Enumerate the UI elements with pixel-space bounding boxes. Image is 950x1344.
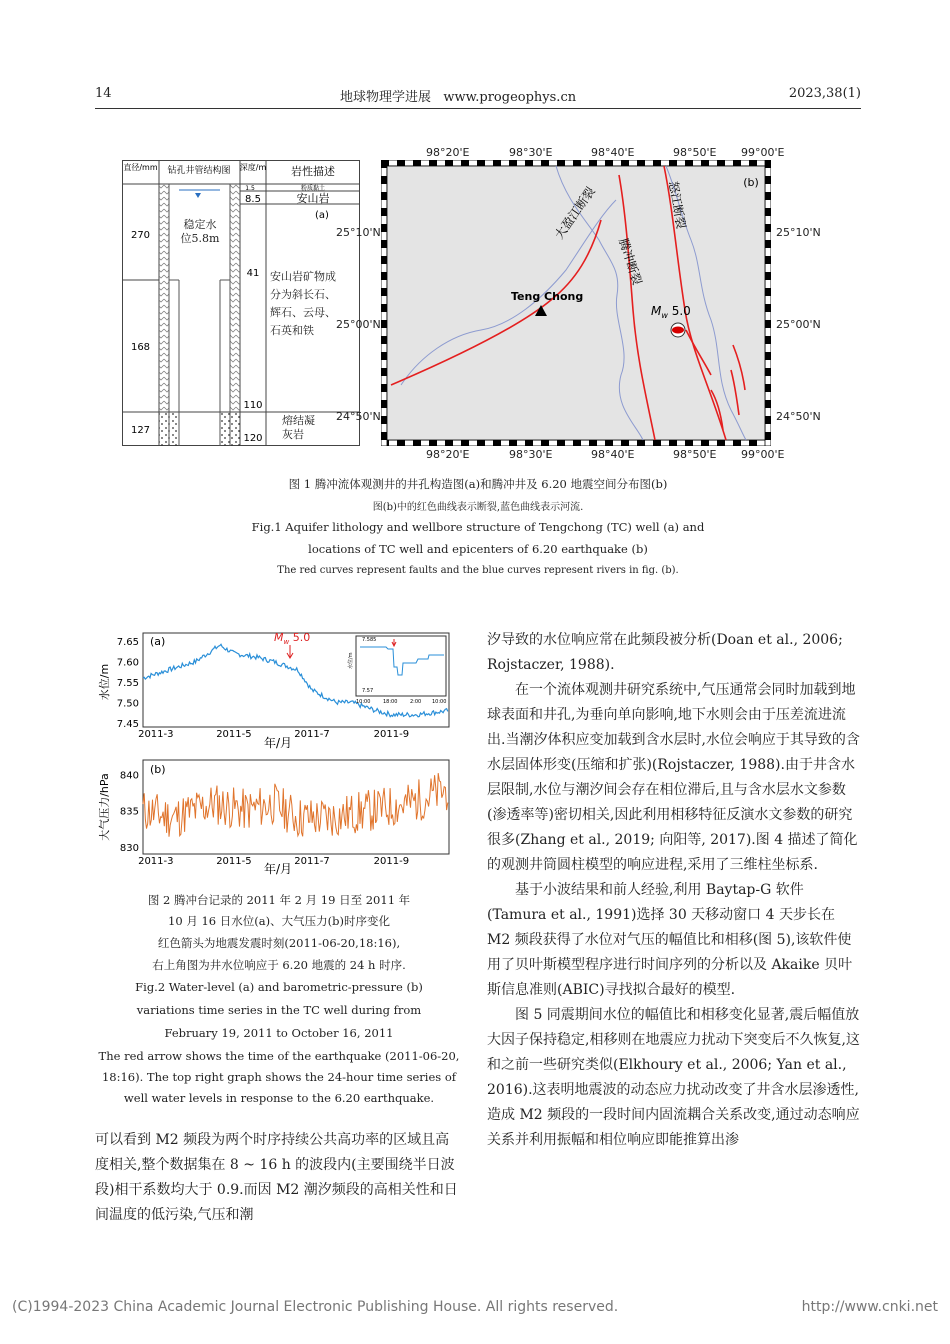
fig2-caption-cn-2: 10 月 16 日水位(a)、大气压力(b)时序变化 [168, 914, 390, 928]
fig2-caption-en-6: well water levels in response to the 6.20 earthquake. [123, 1091, 435, 1105]
map-lon-labels-top: 98°20'E 98°30'E 98°40'E 98°50'E 99°00'E [426, 146, 785, 159]
xlabel-b: 年/月 [263, 862, 293, 876]
lith-soil: 粉质黏土 [300, 185, 326, 192]
ytick-a-3: 7.50 [116, 698, 139, 710]
ytick-a-4: 7.45 [116, 718, 139, 730]
fig2-caption-cn-1: 图 2 腾冲台记录的 2011 年 2 月 19 日至 2011 年 [147, 893, 411, 907]
inset-x-0: 10:00 [356, 699, 371, 705]
issue-info: 2023,38(1) [788, 86, 861, 101]
right-paragraph-1: 在一个流体观测井研究系统中,气压通常会同时加载到地球表面和井孔,为垂向单向影响,地下水则会由于压差流进流出.当潮汐体积应变加载到含水层时,水位会响应于其导致的含水层固体形变(压缩和扩张)(Rojstaczer, 1988).由于井含水层限制,水位与潮汐间会存在相位滞后,且与含水层水文参数(渗透率等)密切相关,因此利用相移特征反演水文参数的研究很多(Zhang et al., 2019; 向阳等, 2017).图 4 描述了简化的观测井筒圆柱模型的响应进程,采用了三维柱坐标系. [487, 682, 860, 873]
fig2-caption-en-5: 18:16). The top right graph shows the 24-hour time series of [101, 1070, 457, 1084]
fig1-caption-en-2: locations of TC well and epicenters of 6.20 earthquake (b) [308, 542, 648, 556]
map-lon-labels-bottom: 98°20'E 98°30'E 98°40'E 98°50'E 99°00'E [426, 448, 785, 461]
xtick-a-0: 2011-3 [138, 729, 174, 740]
col-depth: 深度/m [239, 163, 267, 172]
col-structure: 钻孔井管结构图 [167, 166, 231, 176]
xtick-b-3: 2011-9 [373, 856, 410, 867]
ytick-a-0: 7.65 [116, 637, 139, 649]
fig1-caption-en: Fig.1 Aquifer lithology and wellbore structure of Tengchong (TC) well (a) and [251, 520, 705, 534]
panel-label-a: (a) [315, 210, 329, 221]
depth-41: 41 [246, 268, 260, 279]
fig2-caption-en-4: The red arrow shows the time of the earthquake (2011-06-20, [98, 1049, 460, 1063]
diameter-168: 168 [130, 342, 151, 353]
depth-120: 120 [243, 433, 263, 444]
xtick-a-1: 2011-5 [216, 729, 252, 740]
lat-right-2: 25°00'N [776, 318, 821, 331]
fig1-caption-cn-2: 图(b)中的红色曲线表示断裂,蓝色曲线表示河流. [372, 502, 584, 513]
right-paragraph-2: 基于小波结果和前人经验,利用 Baytap-G 软件(Tamura et al., 1991)选择 30 天移动窗口 4 天步长在 M2 频段获得了水位对气压的幅值比和相移(图 5),该软件使用了贝叶斯模型程序进行时间序列的分析以及 Akaike 贝叶斯信息准则(ABIC)寻找拟合最好的模型. [487, 882, 853, 998]
footer-copyright: (C)1994-2023 China Academic Journal Electronic Publishing House. All rights reserved. [12, 1299, 619, 1315]
header-rule [95, 108, 861, 109]
panel-a-label: (a) [150, 635, 166, 648]
inset-x-3: 10:00 [432, 699, 447, 705]
ytick-a-1: 7.60 [116, 657, 139, 669]
diameter-270: 270 [130, 230, 151, 241]
ytick-a-2: 7.55 [116, 678, 139, 690]
inset-top-tick: 7.585 [362, 637, 377, 643]
fig1-caption-en-3: The red curves represent faults and the blue curves represent rivers in fig. (b). [277, 565, 679, 576]
xtick-b-2: 2011-7 [294, 856, 330, 867]
fig2-caption-en-3: February 19, 2011 to October 16, 2011 [164, 1026, 394, 1040]
panel-label-b: (b) [743, 176, 759, 189]
inset-chart [347, 636, 446, 705]
ylabel-b: 大气压力/hPa [98, 773, 111, 841]
ytick-b-1: 835 [119, 806, 139, 818]
depth-110: 110 [243, 400, 263, 411]
ytick-b-0: 840 [119, 770, 139, 782]
figure-2-timeseries [98, 627, 460, 877]
diameter-127: 127 [130, 425, 151, 436]
ylabel-a: 水位/m [98, 663, 111, 701]
col-diameter: 直径/mm [123, 163, 158, 172]
pressure-series [143, 773, 448, 837]
lat-right-1: 25°10'N [776, 226, 821, 239]
quake-arrow [287, 645, 293, 658]
ytick-b-2: 830 [119, 842, 139, 854]
xtick-b-1: 2011-5 [216, 856, 252, 867]
inset-bot-tick: 7.57 [362, 688, 374, 694]
journal-site: www.progeophys.cn [443, 90, 577, 105]
xtick-a-2: 2011-7 [294, 729, 330, 740]
xlabel-a: 年/月 [263, 736, 293, 750]
fig2-caption-en-2: variations time series in the TC well during from [136, 1003, 422, 1017]
fault-label-tengchong: 腾冲断裂 [616, 236, 645, 287]
page-number: 14 [95, 86, 112, 101]
xtick-b-0: 2011-3 [138, 856, 174, 867]
quake-label: $M_w$ 5.0 [651, 304, 691, 320]
right-paragraph-3: 图 5 同震期间水位的幅值比和相移变化显著,震后幅值放大因子保持稳定,相移则在地震应力扰动下突变后不久恢复,这和之前一些研究类似(Elkhoury et al., 2006; Yan et al., 2016).这表明地震波的动态应力扰动改变了井含水层渗透性,造成 M2 频段的一段时间内固流耦合关系改变,通过动态响应关系并利用振幅和相位响应即能推算出渗 [487, 1007, 860, 1148]
lith-andesite: 安山岩 [296, 192, 330, 205]
inset-ylabel: 水位/m [348, 652, 354, 669]
fig2-caption-en-1: Fig.2 Water-level (a) and barometric-pressure (b) [135, 980, 423, 994]
col-lithology: 岩性描述 [291, 165, 335, 178]
fault-label-nujiang: 怒江断裂 [666, 180, 689, 230]
xtick-a-3: 2011-9 [373, 729, 410, 740]
fault-label-dayingjiang: 大盈江断裂 [551, 184, 598, 242]
depth-1-5: 1.5 [245, 185, 255, 192]
lith-tuff: 熔结凝灰岩 [282, 414, 315, 441]
lat-left-3: 24°50'N [336, 410, 381, 423]
lat-left-2: 25°00'N [336, 318, 381, 331]
journal-name: 地球物理学进展 [340, 90, 432, 105]
fig1-caption-cn: 图 1 腾冲流体观测井的井孔构造图(a)和腾冲井及 6.20 地震空间分布图(b) [288, 477, 668, 491]
lat-right-3: 24°50'N [776, 410, 821, 423]
journal-header [340, 86, 576, 105]
depth-8-5: 8.5 [245, 194, 261, 205]
footer [12, 1299, 938, 1315]
inset-x-2: 2:00 [410, 699, 422, 705]
water-level-label: 稳定水位5.8m [180, 218, 220, 245]
right-paragraph-0: 汐导致的水位响应常在此频段被分析(Doan et al., 2006; Rojstaczer, 1988). [487, 632, 843, 673]
fig2-caption-cn-4: 右上角图为井水位响应于 6.20 地震的 24 h 时序. [152, 958, 406, 972]
left-paragraph: 可以看到 M2 频段为两个时序持续公共高功率的区域且高度相关,整个数据集在 8 ~ 16 h 的波段内(主要围绕半日波段)相干系数均大于 0.9.而因 M2 潮汐频段的高相关性和日间温度的低污染,气压和潮 [95, 1132, 458, 1223]
mw-label: $M_w$ 5.0 [274, 631, 311, 646]
station-label: Teng Chong [511, 290, 584, 303]
right-column [487, 628, 861, 1153]
inset-x-1: 18:00 [383, 699, 398, 705]
lat-left-1: 25°10'N [336, 226, 381, 239]
fig2-caption-cn-3: 红色箭头为地震发震时刻(2011-06-20,18:16), [157, 936, 401, 950]
footer-url[interactable]: http://www.cnki.net [801, 1299, 938, 1315]
lith-description: 安山岩矿物成分为斜长石、辉石、云母、石英和铁 [270, 270, 336, 337]
figure-1a-well-structure [122, 160, 360, 446]
panel-b-label: (b) [150, 763, 166, 776]
figure-1b-map [381, 160, 771, 446]
